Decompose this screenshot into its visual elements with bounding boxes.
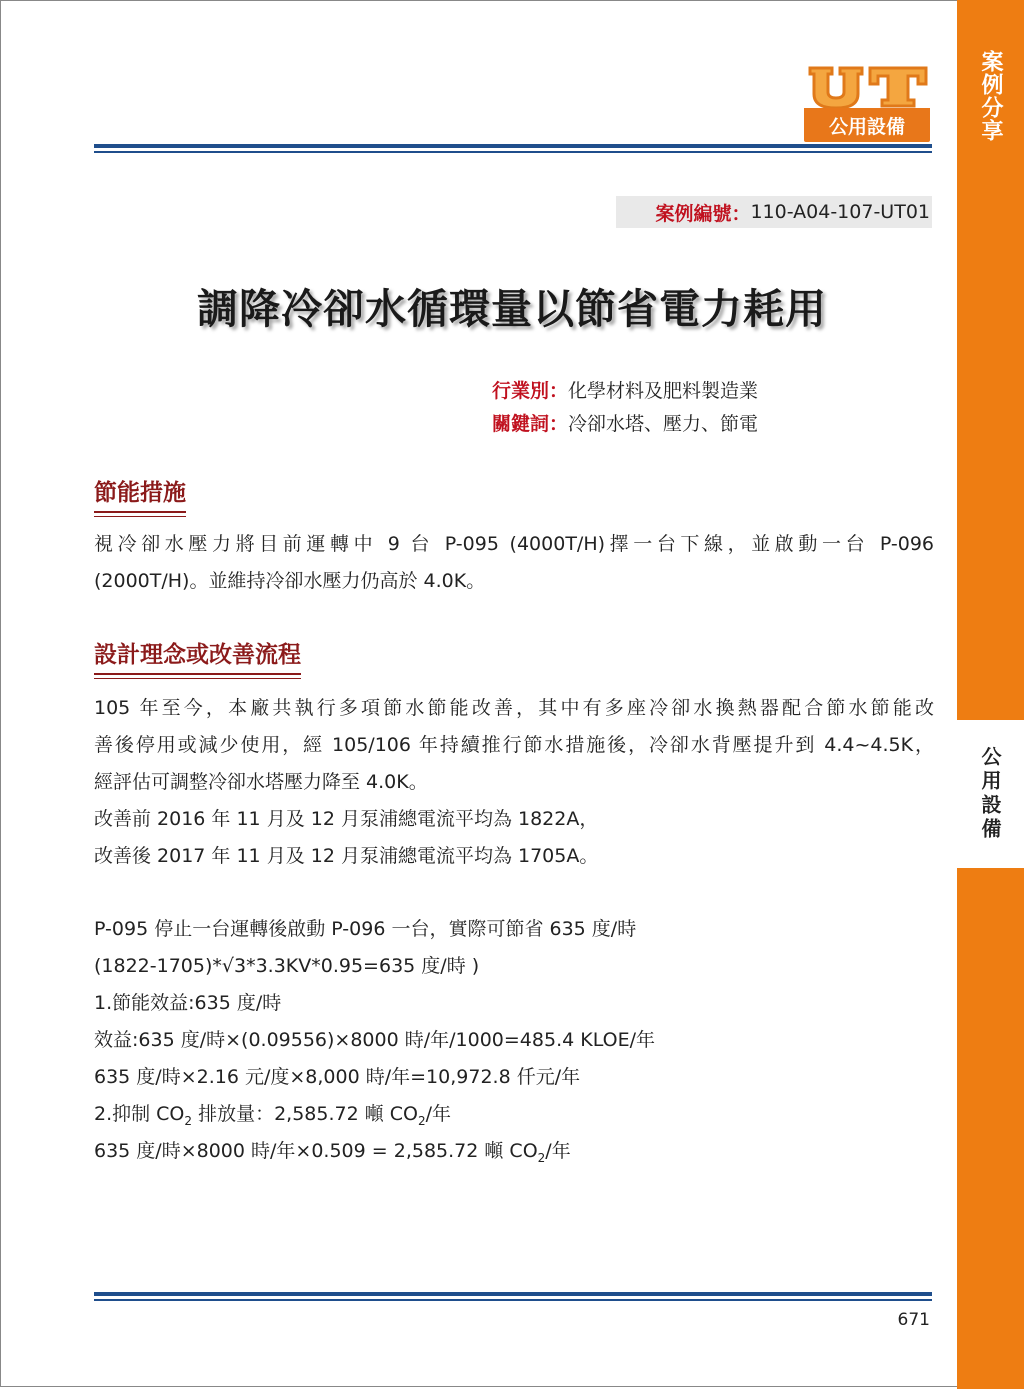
industry-line	[492, 376, 758, 403]
text-line: 105 年至今，本廠共執行多項節水節能改善，其中有多座冷卻水換熱器配合節水節能改	[94, 697, 934, 719]
ut-logo-caption: 公用設備	[804, 108, 930, 142]
co2-line: 2.抑制 $CO_2$ 排放量：2,585.72 噸 $CO_2/$年	[94, 1103, 452, 1128]
section-heading-measures: 節能措施	[94, 474, 186, 513]
text-line: 改善前 2016 年 11 月及 12 月泵浦總電流平均為 1822A，	[94, 808, 599, 830]
industry-label: 行業別：	[492, 380, 569, 402]
calc-line: 1.節能效益:635 度/時	[94, 992, 282, 1014]
section-design-body	[94, 690, 934, 875]
header-rule	[94, 144, 932, 153]
calc-line: P-095 停止一台運轉後啟動 P-096 一台，實際可節省 635 度/時	[94, 918, 637, 940]
footer-rule	[94, 1292, 932, 1301]
calc-line: 635 度/時×2.16 元/度×8,000 時/年=10,972.8 仟元/年	[94, 1066, 581, 1088]
keywords-value: 冷卻水塔、壓力、節電	[568, 413, 759, 435]
keywords-label: 關鍵詞：	[492, 413, 569, 435]
page-number: 671	[897, 1310, 930, 1330]
section-measures-body	[94, 526, 934, 600]
ut-logo	[804, 64, 930, 144]
case-number	[616, 196, 932, 228]
keywords-line	[492, 409, 758, 436]
page-title	[0, 276, 1024, 335]
case-number-value: 110-A04-107-UT01	[750, 201, 930, 223]
co2-calc-line: 635 度/時×8000 時/年×0.509 = 2,585.72 噸 $CO_2/$年	[94, 1140, 571, 1165]
text-line: 善後停用或減少使用，經 105/106 年持續推行節水措施後，冷卻水背壓提升到 4.4~4.5K，	[94, 734, 934, 756]
text-line: 經評估可調整冷卻水塔壓力降至 4.0K。	[94, 771, 428, 793]
case-number-label: 案例編號：	[655, 202, 751, 225]
text-line: 改善後 2017 年 11 月及 12 月泵浦總電流平均為 1705A。	[94, 845, 599, 867]
ut-logo-letters	[804, 64, 930, 108]
text-line: (2000T/H)。並維持冷卻水壓力仍高於 4.0K。	[94, 570, 486, 592]
industry-value: 化學材料及肥料製造業	[568, 380, 759, 402]
section-heading-design: 設計理念或改善流程	[94, 636, 301, 675]
calc-line: 效益:635 度/時×(0.09556)×8000 時/年/1000=485.4 KLOE/年	[94, 1029, 655, 1051]
calc-line: (1822-1705)*√3*3.3KV*0.95=635 度/時 )	[94, 955, 480, 977]
section-design-calculation	[94, 911, 934, 1170]
side-tab-utilities	[957, 720, 1024, 868]
side-tab-case-sharing: 案例分享	[978, 50, 1003, 142]
text-line: 視冷卻水壓力將目前運轉中 9 台 P-095 (4000T/H)擇一台下線，並啟動一台 P-096	[94, 533, 934, 555]
side-tab-utilities-label: 公用設備	[978, 746, 1002, 842]
side-bar	[957, 0, 1024, 1389]
page-title-text: 調降冷卻水循環量以節省電力耗用	[197, 285, 827, 333]
